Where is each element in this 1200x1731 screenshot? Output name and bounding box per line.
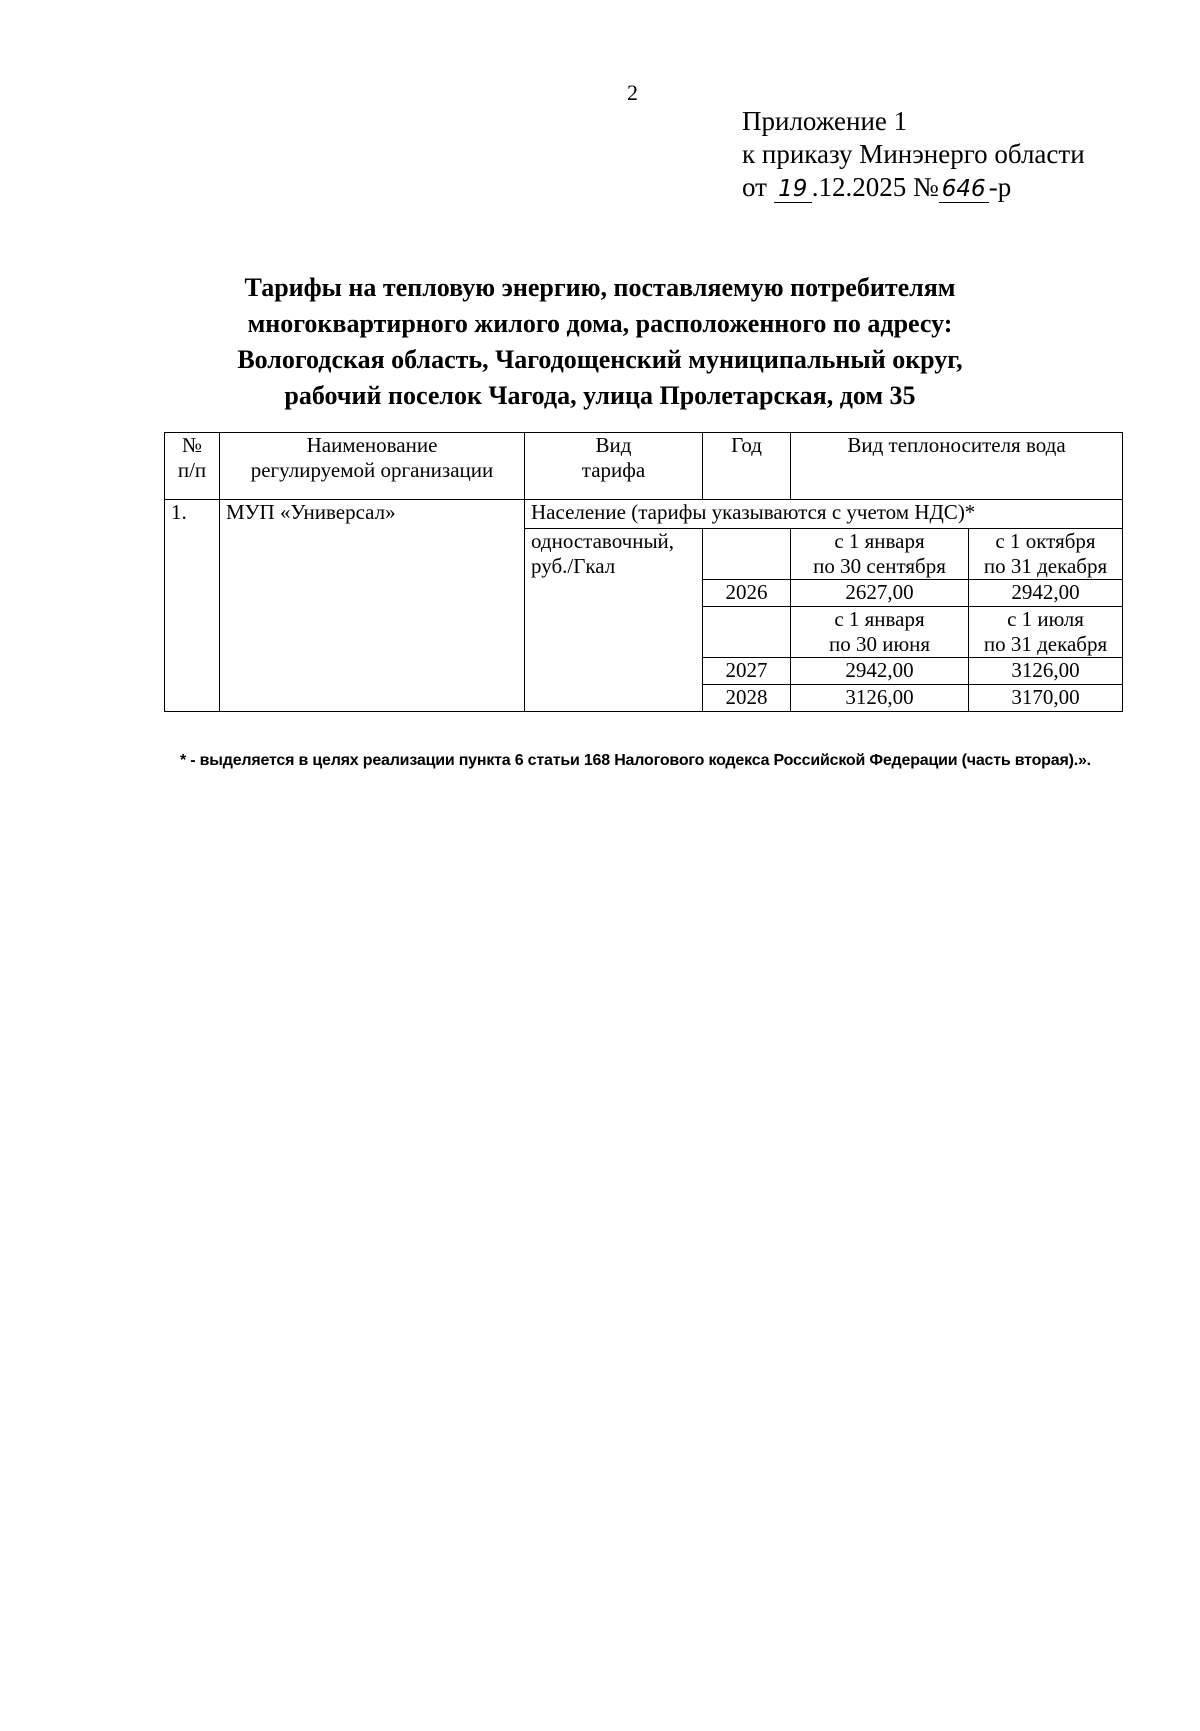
document-title <box>150 270 1050 414</box>
header-heat-carrier: Вид теплоносителя вода <box>791 433 1123 500</box>
table-row <box>165 500 1123 529</box>
value-cell: 2627,00 <box>791 580 969 607</box>
period-2-to: по 31 декабря <box>983 632 1108 656</box>
header-tariff-type: Вид тарифа <box>525 433 703 500</box>
title-line-1: Тарифы на тепловую энергию, поставляемую потребителям <box>244 273 956 302</box>
value-cell: 3126,00 <box>969 658 1123 685</box>
consumer-group: Население (тарифы указываются с учетом НДС)* <box>525 500 1123 529</box>
tariff-table <box>164 432 1123 712</box>
year-cell: 2026 <box>703 580 791 607</box>
period-1-from: с 1 января <box>834 529 925 553</box>
appendix-block <box>742 105 1085 204</box>
row-number: 1. <box>165 500 220 712</box>
header-organization: Наименование регулируемой организации <box>220 433 525 500</box>
appendix-date-line <box>742 171 1085 204</box>
footnote: * - выделяется в целях реализации пункта 6 статьи 168 Налогового кодекса Российской Федерации (часть вторая).». <box>180 752 1091 769</box>
period-2-from: с 1 октября <box>995 529 1096 553</box>
header-number: № п/п <box>165 433 220 500</box>
period-2-to: по 31 декабря <box>983 554 1108 578</box>
title-line-3: Вологодская область, Чагодощенский муниципальный округ, <box>237 345 963 374</box>
year-cell-empty <box>703 607 791 658</box>
period-2-from: с 1 июля <box>1007 607 1084 631</box>
period-1-to: по 30 сентября <box>813 554 946 578</box>
appendix-title: Приложение 1 <box>742 106 908 136</box>
header-year: Год <box>703 433 791 500</box>
title-line-4: рабочий поселок Чагода, улица Пролетарская, дом 35 <box>284 381 916 410</box>
handwritten-order-number: 646 <box>939 176 989 203</box>
year-cell-empty <box>703 529 791 580</box>
table-header-row <box>165 433 1123 500</box>
value-cell: 3126,00 <box>791 685 969 712</box>
period-1-to: по 30 июня <box>828 632 931 656</box>
handwritten-day: 19 <box>774 176 812 203</box>
value-cell: 3170,00 <box>969 685 1123 712</box>
year-cell: 2028 <box>703 685 791 712</box>
period-1 <box>791 529 969 580</box>
value-cell: 2942,00 <box>969 580 1123 607</box>
page-number: 2 <box>627 80 638 105</box>
period-2 <box>969 607 1123 658</box>
value-cell: 2942,00 <box>791 658 969 685</box>
date-rest: .12.2025 № <box>811 172 939 202</box>
date-prefix: от <box>742 172 774 202</box>
appendix-reference: к приказу Минэнерго области <box>742 139 1085 169</box>
organization-name: МУП «Универсал» <box>220 500 525 712</box>
period-2 <box>969 529 1123 580</box>
order-suffix: -р <box>988 172 1012 202</box>
title-line-2: многоквартирного жилого дома, расположенного по адресу: <box>247 309 953 338</box>
period-1 <box>791 607 969 658</box>
year-cell: 2027 <box>703 658 791 685</box>
tariff-kind: одноставочный, руб./Гкал <box>525 529 703 712</box>
period-1-from: с 1 января <box>834 607 925 631</box>
